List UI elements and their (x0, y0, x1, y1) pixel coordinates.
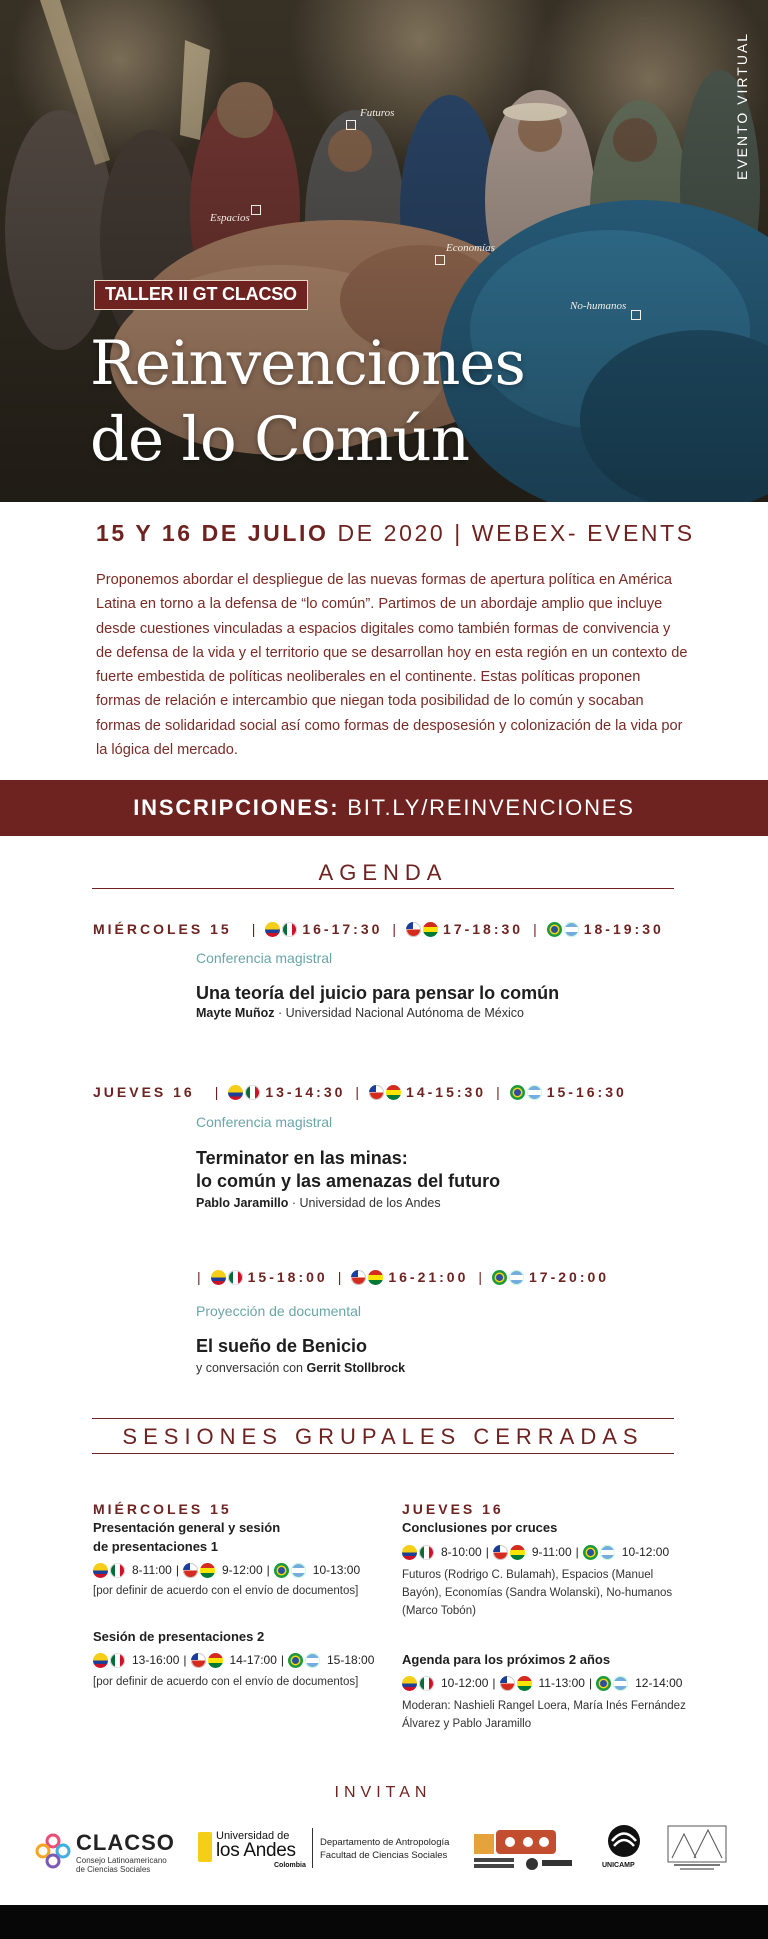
session-times (93, 1562, 364, 1578)
flags-co-mx (402, 1676, 436, 1691)
uniandes-logo-icon (198, 1832, 212, 1862)
flags-br-ar (492, 1270, 526, 1285)
argentina-flag-icon (305, 1653, 320, 1668)
separator: | (496, 1084, 500, 1100)
agenda-speaker (196, 1006, 524, 1020)
time-slot: 12-14:00 (635, 1676, 683, 1690)
label-nohumanos: No-humanos (570, 300, 627, 312)
time-slot: 15-18:00 (247, 1269, 328, 1285)
argentina-flag-icon (600, 1545, 615, 1560)
clacso-subtitle (76, 1856, 167, 1874)
event-date-days: 15 Y 16 DE JULIO (96, 520, 329, 546)
chile-flag-icon (369, 1085, 384, 1100)
separator: | (197, 1269, 201, 1285)
time-slot: 15-18:00 (327, 1653, 375, 1667)
time-slot: 18-19:30 (583, 921, 664, 937)
registration-bar[interactable] (0, 780, 768, 836)
chile-flag-icon (191, 1653, 206, 1668)
agenda-title: AGENDA (318, 860, 448, 885)
separator: | (355, 1084, 360, 1100)
bolivia-flag-icon (386, 1085, 401, 1100)
department-line-2: Facultad de Ciencias Sociales (320, 1850, 448, 1861)
sesiones-rule-bottom (92, 1453, 674, 1454)
separator: | (251, 921, 256, 937)
agenda-type: Conferencia magistral (196, 950, 333, 966)
agenda-speaker (196, 1196, 441, 1210)
session-title: Conclusiones por cruces (402, 1520, 558, 1535)
agenda-talk-subtitle: lo común y las amenazas del futuro (196, 1171, 501, 1191)
flags-cl-bo (351, 1270, 385, 1285)
colombia-flag-icon (93, 1563, 108, 1578)
event-date (96, 520, 695, 547)
bolivia-flag-icon (517, 1676, 532, 1691)
agenda-talk-title: Una teoría del juicio para pensar lo común (196, 983, 560, 1003)
agenda-speaker (196, 1361, 405, 1375)
marker-nohumanos-box (631, 310, 641, 320)
separator: | (533, 921, 537, 937)
brazil-flag-icon (274, 1563, 289, 1578)
speaker-prefix: y conversación con (196, 1361, 307, 1375)
flags-br-ar (583, 1545, 617, 1560)
brazil-flag-icon (288, 1653, 303, 1668)
event-date-rest: DE 2020 | WEBEX- EVENTS (337, 520, 695, 546)
flags-co-mx (93, 1563, 127, 1578)
flags-cl-bo (369, 1085, 403, 1100)
session-times (402, 1675, 686, 1691)
mexico-flag-icon (110, 1653, 125, 1668)
session-title: de presentaciones 1 (93, 1539, 218, 1554)
footer-bar (0, 1905, 768, 1939)
mexico-flag-icon (110, 1563, 125, 1578)
brazil-flag-icon (510, 1085, 525, 1100)
flags-co-mx (93, 1653, 127, 1668)
uniandes-name-line-1: Universidad de (216, 1830, 290, 1842)
bolivia-flag-icon (200, 1563, 215, 1578)
time-slot: 14-17:00 (229, 1653, 277, 1667)
flags-co-mx (211, 1270, 245, 1285)
separator: | (392, 921, 397, 937)
flags-co-mx (265, 922, 299, 937)
time-slot: 8-10:00 (441, 1545, 482, 1559)
registration-label: INSCRIPCIONES: (133, 795, 340, 820)
instituto-logo-icon (664, 1820, 730, 1872)
argentina-flag-icon (291, 1563, 306, 1578)
flags-cl-bo (191, 1653, 225, 1668)
agenda-talk-title: El sueño de Benicio (196, 1336, 368, 1356)
mexico-flag-icon (419, 1676, 434, 1691)
uniandes-name-line-2: los Andes (216, 1840, 296, 1861)
speaker-name: Mayte Muñoz (196, 1006, 275, 1020)
speaker-name: Gerrit Stollbrock (306, 1361, 406, 1375)
label-espacios: Espacios (210, 212, 250, 224)
sesiones-rule-top (92, 1418, 674, 1419)
logo-divider (312, 1828, 313, 1868)
intro-paragraph: Proponemos abordar el despliegue de las nuevas formas de apertura política en América Latina en torno a la defensa de “lo común”. Partimos de un abordaje amplio que incluye desde cuestiones vinculadas a espacios digitales como también formas de convivencia y de defensa de la vida y el territorio que se desarrollan hoy en esta región en un contexto de fuerte embestida de políticas neoliberales en el continente. Estas políticas proponen formas de relación e intercambio que niegan toda posibilidad de lo común y socaban formas de solidaridad social así como formas de desposesión y colonización de la vida por la lógica del mercado. (96, 572, 688, 759)
mexico-flag-icon (245, 1085, 260, 1100)
session-note: Moderan: Nashieli Rangel Loera, María Inés Fernández Álvarez y Pablo Jaramillo (402, 1700, 686, 1730)
mexico-flag-icon (228, 1270, 243, 1285)
separator: | (175, 1563, 179, 1577)
agenda-type: Conferencia magistral (196, 1114, 333, 1130)
brazil-flag-icon (492, 1270, 507, 1285)
agenda-talk-title: Terminator en las minas: (196, 1148, 408, 1168)
time-slot: 13-14:30 (265, 1084, 346, 1100)
clacso-logo-icon (34, 1832, 72, 1870)
label-economias: Economías (446, 242, 495, 254)
flags-cl-bo (493, 1545, 527, 1560)
marker-futuros-box (346, 120, 356, 130)
separator: | (485, 1545, 489, 1559)
chile-flag-icon (406, 922, 421, 937)
colombia-flag-icon (402, 1545, 417, 1560)
agenda-schedule-row (93, 1081, 627, 1103)
colombia-flag-icon (228, 1085, 243, 1100)
clacso-subtitle-line-1: Consejo Latinoamericano (76, 1856, 167, 1865)
time-slot: 17-18:30 (443, 921, 524, 937)
unicamp-logo-icon (602, 1824, 646, 1858)
separator: | (183, 1653, 187, 1667)
time-slot: 11-13:00 (538, 1676, 585, 1690)
brazil-flag-icon (596, 1676, 611, 1691)
chile-flag-icon (500, 1676, 515, 1691)
partner-logos (28, 1818, 740, 1876)
unicamp-name: UNICAMP (602, 1862, 635, 1869)
event-title (90, 326, 525, 478)
flags-br-ar (288, 1653, 322, 1668)
session-times (402, 1544, 673, 1560)
ica-filo-uba-logo-icon (472, 1826, 582, 1872)
session-title: Sesión de presentaciones 2 (93, 1629, 265, 1644)
time-slot: 10-12:00 (441, 1676, 489, 1690)
flags-cl-bo (406, 922, 440, 937)
session-title: Agenda para los próximos 2 años (402, 1652, 611, 1667)
chile-flag-icon (493, 1545, 508, 1560)
agenda-rule (92, 888, 674, 889)
time-slot: 16-21:00 (388, 1269, 469, 1285)
flags-cl-bo (183, 1563, 217, 1578)
argentina-flag-icon (527, 1085, 542, 1100)
invitan-title: INVITAN (334, 1784, 432, 1801)
label-futuros: Futuros (360, 107, 395, 119)
registration-link[interactable]: BIT.LY/REINVENCIONES (347, 795, 635, 820)
time-slot: 13-16:00 (132, 1653, 180, 1667)
event-title-line-1: Reinvenciones (90, 328, 525, 399)
session-note: Futuros (Rodrigo C. Bulamah), Espacios (Manuel Bayón), Economías (Sandra Wolanski), No-humanos (Marco Tobón) (402, 1569, 673, 1617)
time-slot: 17-20:00 (529, 1269, 610, 1285)
sesiones-title: SESIONES GRUPALES CERRADAS (122, 1424, 644, 1449)
mexico-flag-icon (419, 1545, 434, 1560)
evento-virtual-label: EVENTO VIRTUAL (734, 31, 750, 180)
uniandes-country: Colombia (274, 1862, 306, 1869)
taller-badge: TALLER II GT CLACSO (94, 280, 308, 310)
speaker-affiliation: · Universidad de los Andes (288, 1196, 441, 1210)
argentina-flag-icon (509, 1270, 524, 1285)
flags-co-mx (228, 1085, 262, 1100)
hero-banner (0, 0, 768, 502)
separator: | (478, 1269, 483, 1285)
time-slot: 9-12:00 (221, 1563, 263, 1577)
separator: | (280, 1653, 284, 1667)
agenda-day: JUEVES 16 (93, 1084, 195, 1100)
agenda-type: Proyección de documental (196, 1303, 361, 1319)
clacso-subtitle-line-2: de Ciencias Sociales (76, 1865, 151, 1874)
bolivia-flag-icon (368, 1270, 383, 1285)
agenda-schedule-row (93, 918, 664, 940)
separator: | (266, 1563, 270, 1577)
separator: | (337, 1269, 342, 1285)
sesiones-day-right: JUEVES 16 (402, 1501, 504, 1517)
clacso-name: CLACSO (76, 1830, 175, 1855)
brazil-flag-icon (547, 922, 562, 937)
flags-co-mx (402, 1545, 436, 1560)
mexico-flag-icon (282, 922, 297, 937)
time-slot: 9-11:00 (531, 1545, 572, 1559)
separator: | (588, 1676, 593, 1690)
colombia-flag-icon (402, 1676, 417, 1691)
chile-flag-icon (183, 1563, 198, 1578)
separator: | (214, 1084, 219, 1100)
time-slot: 10-13:00 (312, 1563, 361, 1577)
department-line-1: Departamento de Antropología (320, 1837, 450, 1848)
session-note: [por definir de acuerdo con el envío de documentos] (93, 1585, 359, 1597)
speaker-affiliation: · Universidad Nacional Autónoma de México (274, 1006, 524, 1020)
time-slot: 10-12:00 (621, 1545, 670, 1559)
time-slot: 16-17:30 (302, 921, 383, 937)
time-slot: 8-11:00 (132, 1563, 172, 1577)
speaker-name: Pablo Jaramillo (196, 1196, 289, 1210)
bolivia-flag-icon (208, 1653, 223, 1668)
brazil-flag-icon (583, 1545, 598, 1560)
marker-espacios-box (251, 205, 261, 215)
department-name (320, 1836, 449, 1862)
argentina-flag-icon (564, 922, 579, 937)
event-title-line-2: de lo Común (90, 404, 469, 475)
chile-flag-icon (351, 1270, 366, 1285)
time-slot: 14-15:30 (406, 1084, 487, 1100)
flags-br-ar (596, 1676, 630, 1691)
argentina-flag-icon (613, 1676, 628, 1691)
session-times (93, 1652, 378, 1668)
flags-cl-bo (500, 1676, 534, 1691)
separator: | (575, 1545, 579, 1559)
colombia-flag-icon (211, 1270, 226, 1285)
bolivia-flag-icon (423, 922, 438, 937)
session-note: [por definir de acuerdo con el envío de documentos] (93, 1676, 359, 1688)
session-title: Presentación general y sesión (93, 1520, 281, 1535)
flags-br-ar (510, 1085, 544, 1100)
agenda-schedule-row (197, 1266, 609, 1288)
agenda-day: MIÉRCOLES 15 (93, 921, 232, 937)
bolivia-flag-icon (510, 1545, 525, 1560)
flags-br-ar (547, 922, 581, 937)
colombia-flag-icon (265, 922, 280, 937)
colombia-flag-icon (93, 1653, 108, 1668)
time-slot: 15-16:30 (546, 1084, 627, 1100)
flags-br-ar (274, 1563, 308, 1578)
separator: | (492, 1676, 496, 1690)
marker-economias-box (435, 255, 445, 265)
sesiones-day-left: MIÉRCOLES 15 (93, 1501, 232, 1517)
